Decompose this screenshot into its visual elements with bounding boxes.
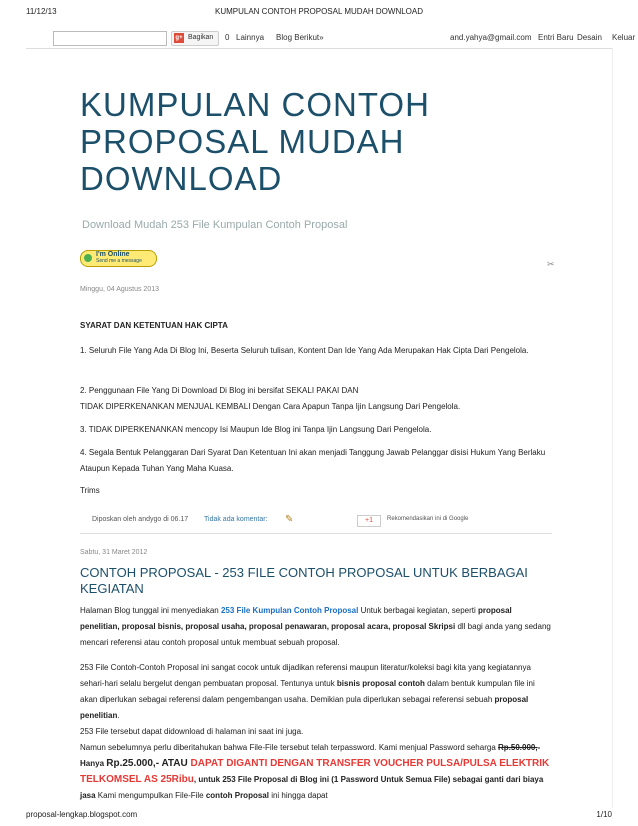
blog-title-line: KUMPULAN CONTOH bbox=[80, 86, 430, 123]
print-date: 11/12/13 bbox=[26, 7, 57, 16]
recommend-text: Rekomendasikan ini di Google bbox=[387, 516, 469, 522]
new-entry-link[interactable]: Entri Baru bbox=[538, 33, 574, 42]
bold-text: proposal penelitian bbox=[80, 695, 529, 720]
new-price: Rp.25.000,- bbox=[106, 758, 160, 769]
text-run: dalam bentuk kumpulan file ini akan diperlukan sebagai referensi dalam pengembangan usaha. Demikian pula diperlukan sebagai referensi sebuah bbox=[80, 679, 535, 704]
logout-link[interactable]: Keluar bbox=[612, 33, 636, 42]
post-paragraph bbox=[80, 383, 552, 415]
google-plus-icon: g+ bbox=[175, 35, 183, 41]
bold-text: bisnis proposal contoh bbox=[336, 679, 425, 688]
plus-one-button[interactable]: +1 bbox=[357, 515, 381, 527]
post-paragraph-line: 2. Penggunaan File Yang Di Download Di Blog ini bersifat SEKALI PAKAI DAN bbox=[80, 386, 359, 395]
post-paragraph bbox=[80, 603, 552, 651]
share-label: Bagikan bbox=[188, 34, 214, 41]
post-footer bbox=[80, 511, 552, 534]
text-run: . bbox=[117, 711, 120, 720]
share-count: 0 bbox=[225, 33, 230, 42]
online-badge-title: I'm Online bbox=[96, 251, 130, 258]
post-paragraph bbox=[80, 740, 552, 804]
post-paragraph: 1. Seluruh File Yang Ada Di Blog Ini, Beserta Seluruh tulisan, Kontent Dan Ide Yang Ada Merupakan Hak Cipta Dari Pengelola. bbox=[80, 346, 529, 355]
online-dot-icon bbox=[84, 254, 92, 262]
text-run: dll bagi anda yang sedang mencari referensi atau contoh proposal untuk membuat sebuah proposal. bbox=[80, 622, 551, 647]
bold-text: , untuk 253 File Proposal di Blog ini (1 Password Untuk Semua File) sebagai ganti dari biaya jasa bbox=[80, 775, 544, 800]
bold-text: proposal penelitian, proposal bisnis, proposal usaha, proposal penawaran, proposal acara, proposal Skripsi bbox=[80, 606, 512, 631]
post-date: Sabtu, 31 Maret 2012 bbox=[80, 549, 148, 556]
bold-text: contoh Proposal bbox=[205, 791, 269, 800]
next-blog-link[interactable]: Blog Berikut» bbox=[276, 33, 324, 42]
post-signoff: Trims bbox=[80, 486, 100, 495]
text-run: - Hanya bbox=[80, 743, 541, 768]
print-header bbox=[0, 0, 638, 20]
voucher-offer: DAPAT DIGANTI DENGAN TRANSFER VOUCHER PULSA/PULSA ELEKTRIK TELKOMSEL AS 25Ribu bbox=[80, 758, 550, 785]
design-link[interactable]: Desain bbox=[577, 33, 602, 42]
text-run: Halaman Blog tunggal ini menyediakan bbox=[80, 606, 221, 615]
more-link[interactable]: Lainnya bbox=[236, 33, 265, 42]
post-paragraph bbox=[80, 660, 552, 740]
online-badge-subtitle: Send me a message bbox=[96, 258, 142, 264]
blogger-navbar bbox=[26, 28, 636, 49]
print-page-number: 1/10 bbox=[596, 810, 612, 819]
blog-description: Download Mudah 253 File Kumpulan Contoh Proposal bbox=[82, 219, 348, 231]
post-paragraph: 4. Segala Bentuk Pelanggaran Dari Syarat Dan Ketentuan Ini akan menjadi Tanggung Jawab Pelanggar disisi Hukum Yang Berlaku Ataupun Kepada Tuhan Yang Maha Kuasa. bbox=[80, 448, 546, 473]
blog-title-line: DOWNLOAD bbox=[80, 160, 283, 197]
print-title: KUMPULAN CONTOH PROPOSAL MUDAH DOWNLOAD bbox=[214, 7, 424, 16]
text-run: Kami mengumpulkan File-File bbox=[95, 791, 206, 800]
old-price: Rp.50.000, bbox=[498, 743, 538, 752]
share-button[interactable] bbox=[171, 31, 219, 46]
text-run: 253 File tersebut dapat didownload di halaman ini saat ini juga. bbox=[80, 727, 304, 736]
online-status-badge[interactable] bbox=[80, 250, 157, 267]
blog-title[interactable] bbox=[80, 86, 550, 197]
navbar-search-input[interactable] bbox=[53, 31, 167, 46]
post-date: Minggu, 04 Agustus 2013 bbox=[80, 286, 160, 293]
text-run: 253 File Contoh-Contoh Proposal ini sangat cocok untuk dijadikan referensi maupun literatur/koleksi bagi kita yang kegiatannya sehari-hari selalu bergelut dengan pembuatan proposal. Tentunya untuk bbox=[80, 663, 531, 688]
text-run: Namun sebelumnya perlu diberitahukan bahwa File-File tersebut telah terpassword. Kami menjual Password seharga bbox=[80, 743, 498, 752]
user-email-link[interactable]: and.yahya@gmail.com bbox=[450, 33, 532, 42]
post-heading: SYARAT DAN KETENTUAN HAK CIPTA bbox=[80, 321, 228, 330]
post-title[interactable]: CONTOH PROPOSAL - 253 FILE CONTOH PROPOSAL UNTUK BERBAGAI KEGIATAN bbox=[80, 565, 528, 596]
print-url: proposal-lengkap.blogspot.com bbox=[26, 810, 138, 819]
text-run: ATAU bbox=[159, 758, 191, 769]
print-footer bbox=[0, 806, 638, 826]
proposal-collection-link[interactable]: 253 File Kumpulan Contoh Proposal bbox=[220, 606, 359, 615]
comments-link[interactable]: Tidak ada komentar: bbox=[204, 516, 268, 523]
column-divider bbox=[612, 48, 613, 808]
text-run: Untuk berbagai kegiatan, seperti bbox=[358, 606, 478, 615]
quick-edit-icon[interactable]: ✂ bbox=[547, 259, 555, 269]
edit-pencil-icon[interactable]: ✎ bbox=[285, 514, 294, 525]
text-run: ini hingga dapat bbox=[268, 791, 328, 800]
blog-title-line: PROPOSAL MUDAH bbox=[80, 123, 405, 160]
post-paragraph: 3. TIDAK DIPERKENANKAN mencopy Isi Maupun Ide Blog ini Tanpa Ijin Langsung Dari Pengelola. bbox=[80, 425, 432, 434]
post-paragraph-line: TIDAK DIPERKENANKAN MENJUAL KEMBALI Dengan Cara Apapun Tanpa Ijin Langsung Dari Pengelola. bbox=[80, 402, 461, 411]
posted-by: Diposkan oleh andygo di 06.17 bbox=[92, 516, 189, 523]
